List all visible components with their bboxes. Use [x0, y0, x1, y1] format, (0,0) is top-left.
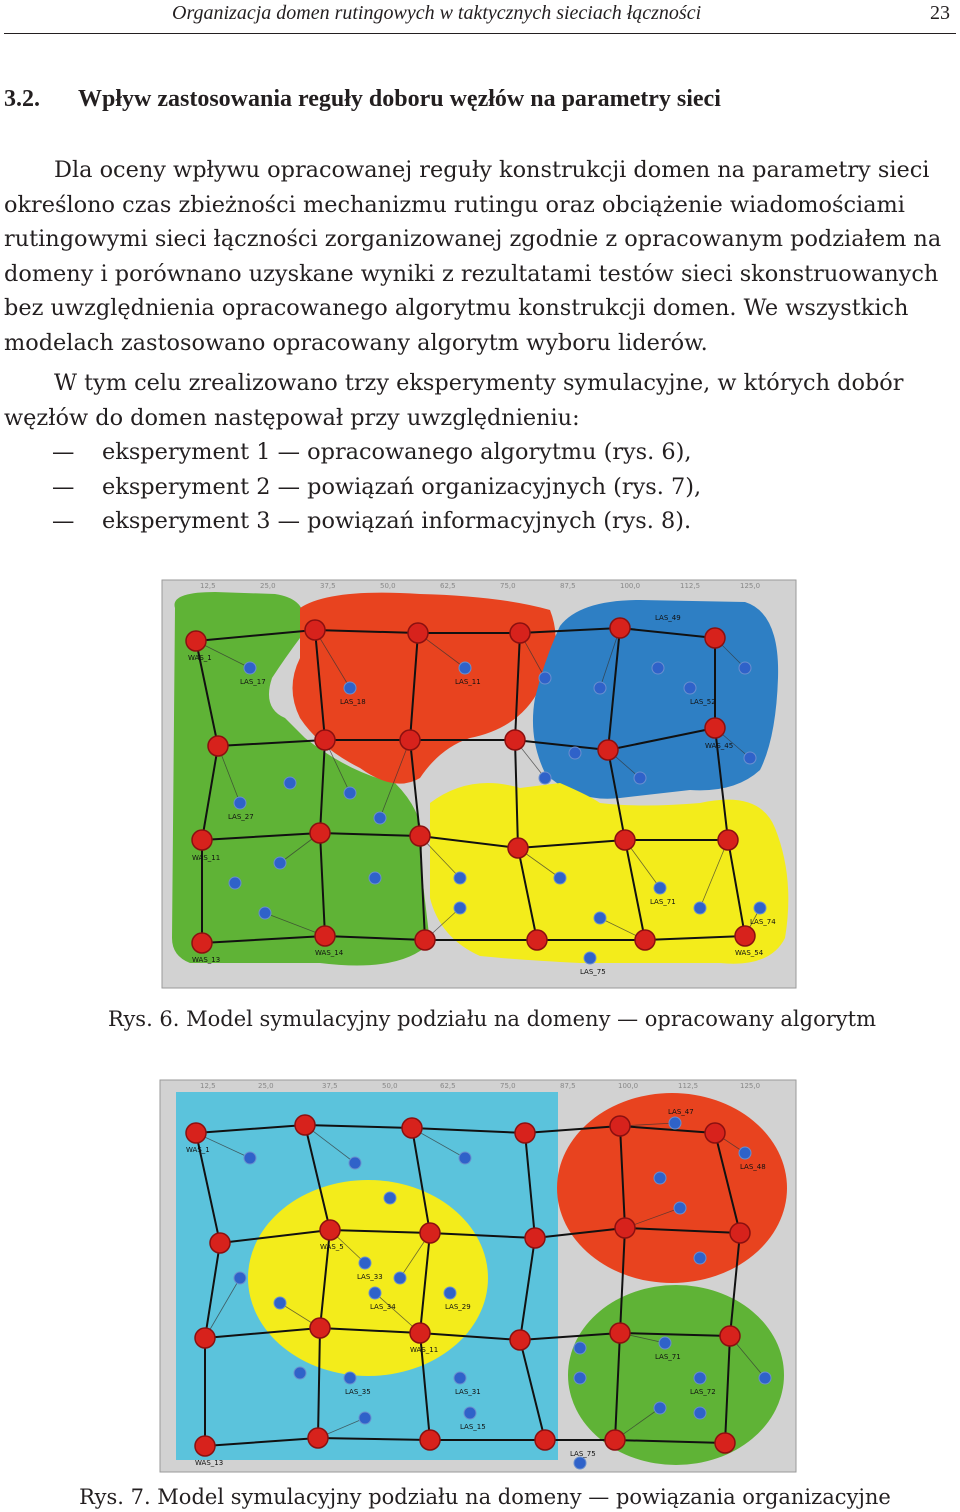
node-label: LAS_72	[690, 1388, 716, 1396]
node-label: LAS_33	[357, 1273, 383, 1281]
paragraph-1-text: Dla oceny wpływu opracowanej reguły konstrukcji domen na parametry sieci określono czas zbieżności mechanizmu rutingu oraz obciążenie wiadomościami rutingowymi sieci łączności zorganizowanej zgodnie z opracowanym podziałem na domeny i porównano uzyskane wyniki z rezultatami testów sieci skonstruowanych bez uwzględnienia opracowanego algorytmu konstrukcji domen. We wszystkich modelach zastosowano opracowany algorytm wyboru liderów.	[4, 157, 942, 356]
paragraph-2-text: W tym celu zrealizowano trzy eksperymenty symulacyjne, w których dobór węzłów do domen następował przy uwzględnieniu:	[4, 370, 904, 431]
node-label: LAS_71	[655, 1353, 681, 1361]
svg-text:12,5: 12,5	[200, 1082, 216, 1090]
node-label: LAS_17	[240, 678, 266, 686]
node-label: LAS_74	[750, 918, 776, 926]
node-label: LAS_48	[740, 1163, 766, 1171]
svg-text:125,0: 125,0	[740, 1082, 761, 1090]
svg-text:112,5: 112,5	[678, 1082, 699, 1090]
svg-text:87,5: 87,5	[560, 582, 576, 590]
svg-text:87,5: 87,5	[560, 1082, 576, 1090]
node-label: LAS_15	[460, 1423, 486, 1431]
svg-text:37,5: 37,5	[320, 582, 336, 590]
header-rule	[4, 33, 956, 34]
svg-text:25,0: 25,0	[260, 582, 276, 590]
section-number: 3.2.	[4, 86, 40, 112]
list-item-text: eksperyment 3 — powiązań informacyjnych (rys. 8).	[102, 508, 692, 535]
node-label: LAS_18	[340, 698, 366, 706]
svg-text:25,0: 25,0	[258, 1082, 274, 1090]
node-label: WAS_45	[705, 742, 734, 750]
paragraph-1	[4, 153, 956, 361]
paragraph-2	[4, 366, 956, 539]
running-header	[0, 0, 960, 36]
running-title: Organizacja domen rutingowych w taktycznych sieciach łączności	[172, 2, 702, 24]
page-number: 23	[930, 2, 950, 24]
svg-text:75,0: 75,0	[500, 582, 516, 590]
node-label: LAS_47	[668, 1108, 694, 1116]
svg-text:62,5: 62,5	[440, 1082, 456, 1090]
node-label: LAS_75	[580, 968, 606, 976]
svg-text:62,5: 62,5	[440, 582, 456, 590]
svg-text:50,0: 50,0	[380, 582, 396, 590]
svg-text:37,5: 37,5	[322, 1082, 338, 1090]
list-item-text: eksperyment 1 — opracowanego algorytmu (rys. 6),	[102, 439, 692, 466]
node-label: WAS_11	[410, 1346, 439, 1354]
svg-text:12,5: 12,5	[200, 582, 216, 590]
figure-7	[0, 1078, 960, 1482]
node-label: LAS_11	[455, 678, 481, 686]
list-item-text: eksperyment 2 — powiązań organizacyjnych (rys. 7),	[102, 473, 702, 500]
node-label: LAS_75	[570, 1450, 596, 1458]
node-label: LAS_31	[455, 1388, 481, 1396]
experiment-list	[4, 435, 956, 539]
list-item	[4, 504, 956, 539]
domain-green	[568, 1285, 784, 1465]
figure-7-caption: Rys. 7. Model symulacyjny podziału na domeny — powiązania organizacyjne	[79, 1485, 891, 1509]
svg-text:100,0: 100,0	[620, 582, 641, 590]
node-label: WAS_54	[735, 949, 764, 957]
figure-6-caption: Rys. 6. Model symulacyjny podziału na domeny — opracowany algorytm	[108, 1007, 876, 1031]
list-dash: —	[52, 473, 75, 500]
node-label: WAS_5	[320, 1243, 344, 1251]
node-label: LAS_49	[655, 614, 681, 622]
svg-text:50,0: 50,0	[382, 1082, 398, 1090]
svg-text:75,0: 75,0	[500, 1082, 516, 1090]
node-label: LAS_29	[445, 1303, 471, 1311]
node-label: WAS_14	[315, 949, 344, 957]
section-heading	[4, 86, 721, 113]
list-item	[4, 470, 956, 505]
list-dash: —	[52, 508, 75, 535]
svg-text:125,0: 125,0	[740, 582, 761, 590]
svg-text:100,0: 100,0	[618, 1082, 639, 1090]
node-label: WAS_13	[195, 1459, 224, 1467]
list-item	[4, 435, 956, 470]
node-label: LAS_52	[690, 698, 716, 706]
node-label: LAS_35	[345, 1388, 371, 1396]
node-label: WAS_13	[192, 956, 221, 964]
node-label: LAS_27	[228, 813, 254, 821]
node-label: WAS_11	[192, 854, 221, 862]
figure-6-network-diagram	[0, 578, 960, 998]
node-label: LAS_34	[370, 1303, 396, 1311]
section-title: Wpływ zastosowania reguły doboru węzłów na parametry sieci	[78, 86, 721, 112]
node-label: LAS_71	[650, 898, 676, 906]
figure-7-network-diagram	[0, 1078, 960, 1478]
node-label: WAS_1	[186, 1146, 210, 1154]
svg-text:112,5: 112,5	[680, 582, 701, 590]
node-label: WAS_1	[188, 654, 212, 662]
list-dash: —	[52, 439, 75, 466]
figure-6	[0, 578, 960, 1002]
